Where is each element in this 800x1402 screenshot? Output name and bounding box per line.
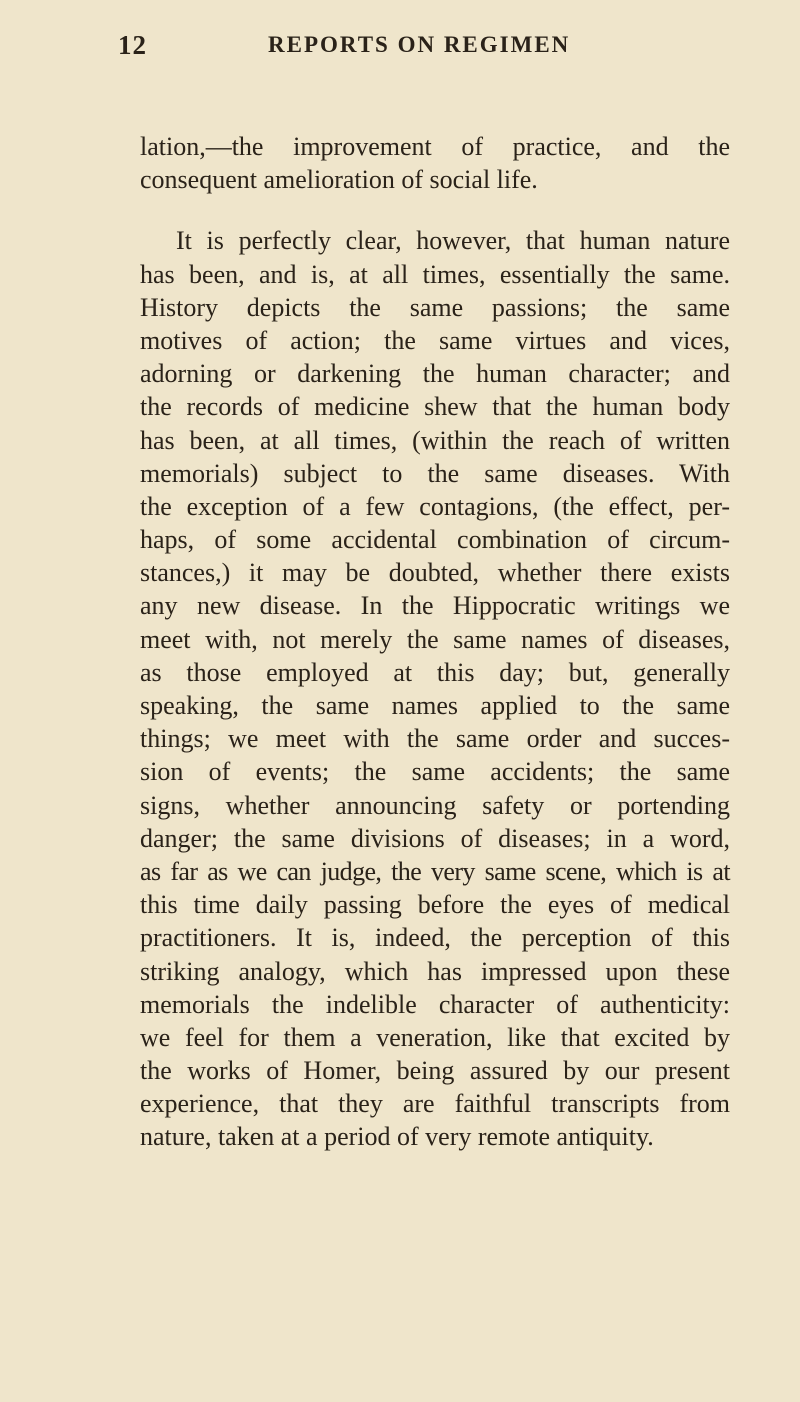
running-head xyxy=(118,30,728,70)
text-line: the exception of a few contagions, (the effect, per- xyxy=(140,491,730,521)
text-line: we feel for them a veneration, like that excited by xyxy=(140,1022,730,1052)
paragraph-1 xyxy=(140,130,730,196)
text-line: adorning or darkening the human character; and xyxy=(140,359,730,389)
text-line: has been, at all times, (within the reach of written xyxy=(140,425,730,455)
text-line: danger; the same divisions of diseases; in a word, xyxy=(140,823,730,853)
text-line: the records of medicine shew that the human body xyxy=(140,392,730,422)
body-text xyxy=(140,130,730,1154)
text-line: signs, whether announcing safety or portending xyxy=(140,790,730,820)
text-line: as those employed at this day; but, generally xyxy=(140,657,730,687)
page-number: 12 xyxy=(118,30,147,60)
text-line: motives of action; the same virtues and vices, xyxy=(140,325,730,355)
text-line: nature, taken at a period of very remote antiquity. xyxy=(140,1122,654,1152)
text-line: any new disease. In the Hippocratic writings we xyxy=(140,591,730,621)
text-line: as far as we can judge, the very same scene, which is at xyxy=(140,856,730,886)
text-line: History depicts the same passions; the same xyxy=(140,292,730,322)
text-line: consequent amelioration of social life. xyxy=(140,165,538,195)
text-line: practitioners. It is, indeed, the perception of this xyxy=(140,923,730,953)
text-line: haps, of some accidental combination of circum- xyxy=(140,525,730,555)
text-line: this time daily passing before the eyes of medical xyxy=(140,890,730,920)
text-line: experience, that they are faithful transcripts from xyxy=(140,1089,730,1119)
text-line: memorials the indelible character of authenticity: xyxy=(140,989,730,1019)
text-line: the works of Homer, being assured by our present xyxy=(140,1056,730,1086)
text-line: speaking, the same names applied to the same xyxy=(140,691,730,720)
text-line: It is perfectly clear, however, that human nature xyxy=(176,226,730,256)
text-line: stances,) it may be doubted, whether there exists xyxy=(140,558,730,588)
text-line: striking analogy, which has impressed upon these xyxy=(140,956,730,986)
paragraph-2 xyxy=(140,224,730,1153)
text-line: memorials) subject to the same diseases. With xyxy=(140,458,730,488)
text-line: lation,—the improvement of practice, and the xyxy=(140,132,730,161)
text-line: sion of events; the same accidents; the same xyxy=(140,757,730,787)
text-line: things; we meet with the same order and succes- xyxy=(140,724,730,754)
running-title: REPORTS ON REGIMEN xyxy=(268,32,571,57)
text-line: meet with, not merely the same names of diseases, xyxy=(140,624,730,654)
text-line: has been, and is, at all times, essentially the same. xyxy=(140,259,730,289)
